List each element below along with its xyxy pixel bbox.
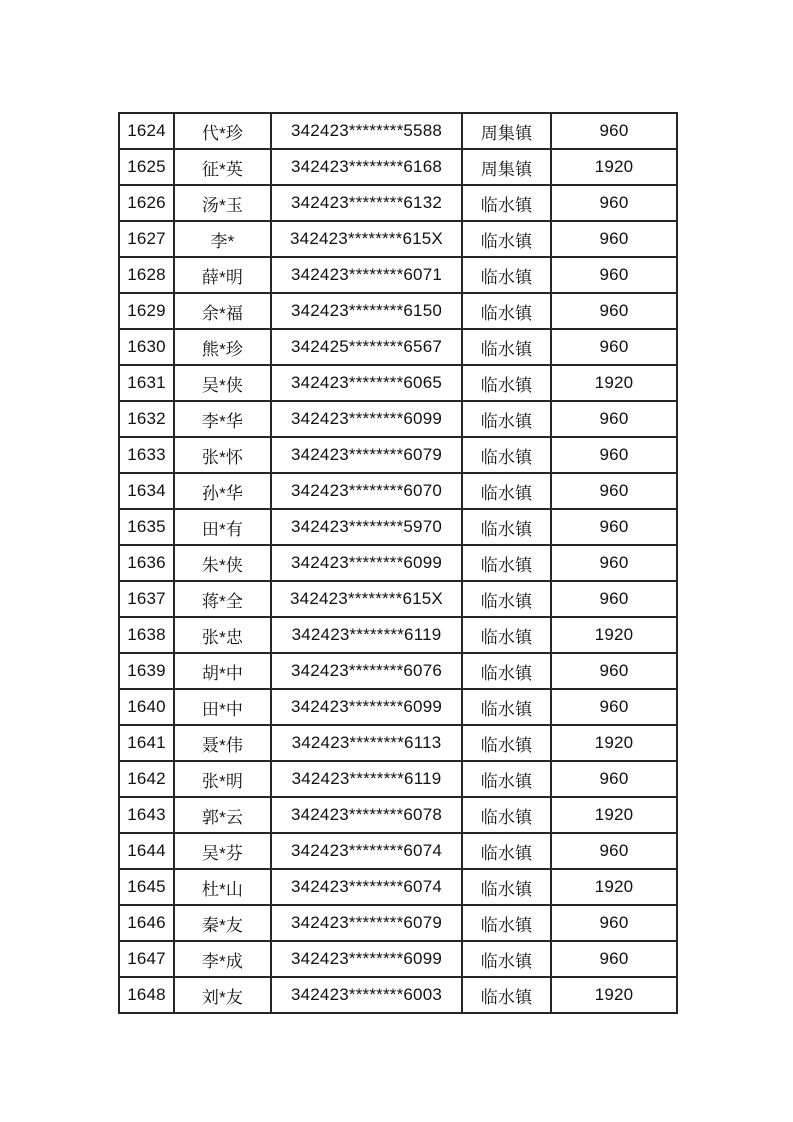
cell-town-name: 临水镇 [462,437,551,473]
cell-serial-number: 1630 [119,329,174,365]
table-row [119,725,677,761]
cell-amount: 960 [551,329,677,365]
cell-amount: 1920 [551,149,677,185]
cell-masked-id-number: 342425********6567 [271,329,462,365]
cell-masked-name: 朱*侠 [174,545,271,581]
cell-masked-id-number: 342423********6065 [271,365,462,401]
cell-town-name: 临水镇 [462,545,551,581]
table-row [119,221,677,257]
cell-serial-number: 1647 [119,941,174,977]
cell-masked-id-number: 342423********6003 [271,977,462,1013]
cell-masked-name: 郭*云 [174,797,271,833]
cell-masked-id-number: 342423********6099 [271,689,462,725]
cell-serial-number: 1646 [119,905,174,941]
cell-masked-name: 刘*友 [174,977,271,1013]
cell-serial-number: 1648 [119,977,174,1013]
cell-serial-number: 1638 [119,617,174,653]
cell-serial-number: 1643 [119,797,174,833]
cell-masked-id-number: 342423********6076 [271,653,462,689]
cell-serial-number: 1641 [119,725,174,761]
cell-serial-number: 1626 [119,185,174,221]
cell-masked-id-number: 342423********6074 [271,833,462,869]
cell-masked-id-number: 342423********6079 [271,437,462,473]
cell-serial-number: 1624 [119,113,174,149]
table-row [119,113,677,149]
table-row [119,941,677,977]
cell-masked-name: 田*中 [174,689,271,725]
table-row [119,797,677,833]
cell-amount: 960 [551,581,677,617]
cell-serial-number: 1644 [119,833,174,869]
cell-masked-id-number: 342423********6150 [271,293,462,329]
cell-masked-name: 胡*中 [174,653,271,689]
cell-masked-name: 张*忠 [174,617,271,653]
cell-town-name: 临水镇 [462,257,551,293]
cell-town-name: 临水镇 [462,941,551,977]
cell-masked-name: 李*华 [174,401,271,437]
table-row [119,149,677,185]
cell-town-name: 临水镇 [462,725,551,761]
cell-town-name: 临水镇 [462,509,551,545]
cell-town-name: 临水镇 [462,689,551,725]
cell-masked-id-number: 342423********6079 [271,905,462,941]
cell-masked-name: 李* [174,221,271,257]
cell-town-name: 临水镇 [462,905,551,941]
cell-town-name: 临水镇 [462,977,551,1013]
cell-amount: 960 [551,833,677,869]
table-row [119,581,677,617]
cell-masked-id-number: 342423********6168 [271,149,462,185]
cell-amount: 1920 [551,977,677,1013]
cell-masked-name: 孙*华 [174,473,271,509]
cell-town-name: 临水镇 [462,473,551,509]
cell-serial-number: 1629 [119,293,174,329]
table-row [119,293,677,329]
cell-masked-name: 张*明 [174,761,271,797]
cell-masked-id-number: 342423********6119 [271,761,462,797]
beneficiary-table [118,112,678,1014]
table-row [119,329,677,365]
cell-amount: 960 [551,653,677,689]
cell-masked-name: 吴*侠 [174,365,271,401]
cell-amount: 960 [551,941,677,977]
cell-town-name: 临水镇 [462,797,551,833]
cell-masked-id-number: 342423********6070 [271,473,462,509]
table-row [119,653,677,689]
cell-amount: 1920 [551,617,677,653]
cell-serial-number: 1632 [119,401,174,437]
cell-amount: 960 [551,185,677,221]
cell-amount: 960 [551,545,677,581]
table-row [119,869,677,905]
cell-amount: 960 [551,509,677,545]
cell-serial-number: 1639 [119,653,174,689]
cell-serial-number: 1645 [119,869,174,905]
cell-masked-name: 蒋*全 [174,581,271,617]
cell-masked-name: 田*有 [174,509,271,545]
cell-masked-name: 张*怀 [174,437,271,473]
cell-masked-id-number: 342423********6099 [271,545,462,581]
cell-amount: 960 [551,689,677,725]
table-row [119,473,677,509]
cell-town-name: 周集镇 [462,149,551,185]
cell-serial-number: 1631 [119,365,174,401]
table-row [119,833,677,869]
table-row [119,257,677,293]
cell-masked-id-number: 342423********5588 [271,113,462,149]
cell-amount: 960 [551,401,677,437]
cell-masked-id-number: 342423********6074 [271,869,462,905]
cell-masked-name: 秦*友 [174,905,271,941]
cell-town-name: 周集镇 [462,113,551,149]
cell-masked-name: 吴*芬 [174,833,271,869]
cell-serial-number: 1635 [119,509,174,545]
cell-town-name: 临水镇 [462,581,551,617]
table-row [119,185,677,221]
cell-amount: 960 [551,761,677,797]
table-row [119,545,677,581]
cell-serial-number: 1628 [119,257,174,293]
cell-amount: 960 [551,437,677,473]
cell-amount: 1920 [551,725,677,761]
cell-town-name: 临水镇 [462,329,551,365]
cell-serial-number: 1633 [119,437,174,473]
cell-town-name: 临水镇 [462,185,551,221]
table-body [119,113,677,1013]
cell-town-name: 临水镇 [462,365,551,401]
cell-amount: 1920 [551,365,677,401]
cell-masked-id-number: 342423********6071 [271,257,462,293]
cell-serial-number: 1625 [119,149,174,185]
cell-masked-name: 熊*珍 [174,329,271,365]
table-row [119,905,677,941]
cell-masked-name: 李*成 [174,941,271,977]
cell-serial-number: 1640 [119,689,174,725]
cell-amount: 960 [551,473,677,509]
cell-masked-name: 薛*明 [174,257,271,293]
cell-masked-id-number: 342423********6119 [271,617,462,653]
cell-town-name: 临水镇 [462,221,551,257]
cell-masked-id-number: 342423********615X [271,221,462,257]
cell-masked-name: 征*英 [174,149,271,185]
cell-masked-id-number: 342423********6099 [271,401,462,437]
cell-serial-number: 1634 [119,473,174,509]
cell-masked-name: 聂*伟 [174,725,271,761]
cell-masked-id-number: 342423********615X [271,581,462,617]
cell-masked-id-number: 342423********6113 [271,725,462,761]
cell-masked-id-number: 342423********6099 [271,941,462,977]
cell-amount: 960 [551,113,677,149]
table-row [119,977,677,1013]
table-row [119,401,677,437]
table-row [119,437,677,473]
cell-masked-id-number: 342423********6132 [271,185,462,221]
cell-masked-name: 汤*玉 [174,185,271,221]
cell-masked-name: 代*珍 [174,113,271,149]
cell-town-name: 临水镇 [462,293,551,329]
cell-amount: 960 [551,257,677,293]
cell-town-name: 临水镇 [462,653,551,689]
table-row [119,761,677,797]
table-row [119,365,677,401]
cell-town-name: 临水镇 [462,401,551,437]
cell-masked-name: 余*福 [174,293,271,329]
table-row [119,689,677,725]
cell-masked-id-number: 342423********5970 [271,509,462,545]
cell-town-name: 临水镇 [462,761,551,797]
cell-town-name: 临水镇 [462,617,551,653]
cell-town-name: 临水镇 [462,833,551,869]
cell-masked-id-number: 342423********6078 [271,797,462,833]
cell-amount: 960 [551,221,677,257]
cell-amount: 1920 [551,869,677,905]
cell-amount: 960 [551,293,677,329]
cell-masked-name: 杜*山 [174,869,271,905]
table-row [119,509,677,545]
cell-town-name: 临水镇 [462,869,551,905]
cell-amount: 1920 [551,797,677,833]
cell-amount: 960 [551,905,677,941]
cell-serial-number: 1627 [119,221,174,257]
cell-serial-number: 1642 [119,761,174,797]
cell-serial-number: 1637 [119,581,174,617]
cell-serial-number: 1636 [119,545,174,581]
table-row [119,617,677,653]
